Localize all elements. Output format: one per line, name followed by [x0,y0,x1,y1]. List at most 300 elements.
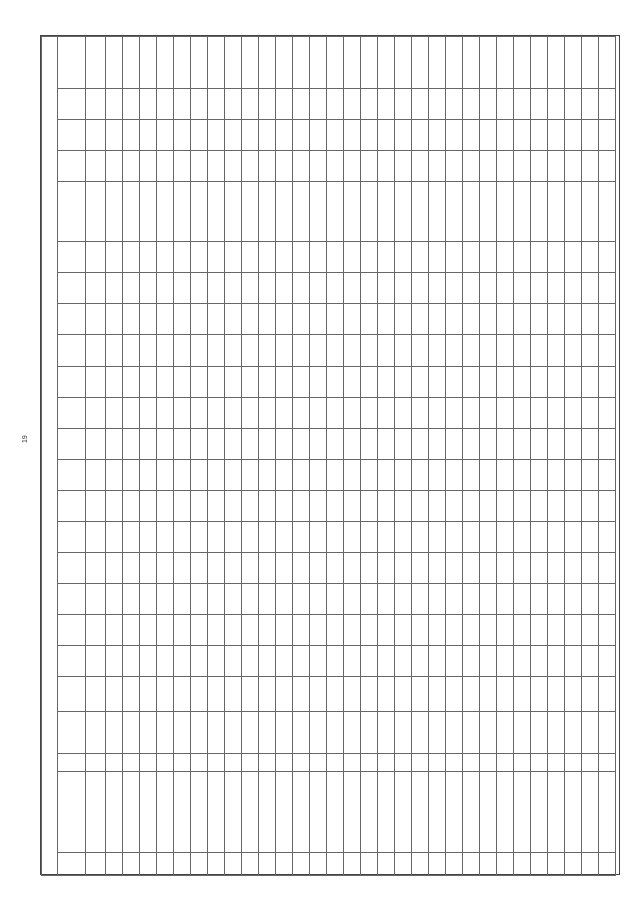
table-cell [191,490,208,521]
table-cell [463,428,480,459]
column-index-cell [86,335,106,366]
table-cell [361,853,378,876]
table-cell [395,521,412,552]
table-cell [378,428,395,459]
table-cell [412,615,429,646]
table-cell [412,273,429,304]
table-cell [361,521,378,552]
table-cell [599,89,616,120]
table-cell [480,615,497,646]
table-cell [548,459,565,490]
table-cell [123,335,140,366]
table-cell [429,521,446,552]
table-cell [123,677,140,712]
table-cell [378,853,395,876]
table-cell [106,615,123,646]
table-cell [599,151,616,182]
table-cell [174,335,191,366]
column-header [58,37,86,89]
table-cell [514,304,531,335]
table-row [276,37,293,876]
table-cell [429,366,446,397]
table-cell [429,583,446,614]
column-header [58,304,86,335]
table-cell [446,677,463,712]
table-cell [497,646,514,677]
table-cell [378,772,395,853]
table-cell [599,615,616,646]
table-cell [514,677,531,712]
table-cell [327,182,344,242]
table-row [293,37,310,876]
table-cell [497,552,514,583]
table-cell [208,677,225,712]
table-cell [497,753,514,772]
table-cell [514,120,531,151]
table-cell [599,242,616,273]
table-cell [378,583,395,614]
table-cell [327,853,344,876]
table-cell [446,853,463,876]
table-cell [310,89,327,120]
table-cell [361,366,378,397]
table-cell [276,304,293,335]
table-cell [582,397,599,428]
table-cell [327,335,344,366]
table-cell [395,428,412,459]
table-cell [582,273,599,304]
table-cell [208,89,225,120]
table-cell [140,428,157,459]
table-cell [293,459,310,490]
table-cell [242,853,259,876]
table-cell [480,490,497,521]
table-cell [344,583,361,614]
table-cell [531,753,548,772]
table-cell [480,151,497,182]
table-cell [293,397,310,428]
table-cell [429,552,446,583]
table-cell [327,490,344,521]
table-cell [157,521,174,552]
table-cell [106,772,123,853]
table-cell [548,428,565,459]
table-cell [344,89,361,120]
table-cell [157,677,174,712]
column-index-cell [86,677,106,712]
table-cell [174,677,191,712]
table-cell [582,853,599,876]
table-cell [361,428,378,459]
table-cell [446,646,463,677]
table-cell [208,304,225,335]
table-cell [327,273,344,304]
table-cell [480,521,497,552]
table-cell [174,772,191,853]
table-cell [429,428,446,459]
table-cell [327,120,344,151]
table-cell [514,552,531,583]
table-cell [412,304,429,335]
table-cell [293,712,310,753]
table-cell [276,37,293,89]
table-cell [344,151,361,182]
table-cell [531,712,548,753]
table-cell [446,490,463,521]
table-cell [412,753,429,772]
table-cell [446,89,463,120]
table-cell [395,646,412,677]
table-cell [259,853,276,876]
table-cell [259,273,276,304]
table-row [361,37,378,876]
table-cell [531,366,548,397]
table-cell [310,615,327,646]
table-cell [174,151,191,182]
table-cell [378,459,395,490]
table-cell [344,552,361,583]
table-cell [344,397,361,428]
table-cell [208,459,225,490]
table-cell [429,646,446,677]
table-cell [514,521,531,552]
table-cell [463,273,480,304]
table-cell [395,304,412,335]
table-cell [140,335,157,366]
table-cell [123,304,140,335]
table-cell [140,490,157,521]
table-cell [174,242,191,273]
table-row [310,37,327,876]
table-cell [446,615,463,646]
table-cell [157,459,174,490]
table-cell [310,273,327,304]
table-cell [565,772,582,853]
table-cell [412,335,429,366]
table-cell [361,459,378,490]
table-cell [123,853,140,876]
table-cell [429,273,446,304]
table-cell [293,120,310,151]
table-cell [293,753,310,772]
table-cell [157,583,174,614]
table-cell [480,366,497,397]
table-cell [276,521,293,552]
table-cell [446,37,463,89]
table-cell [259,677,276,712]
table-cell [225,37,242,89]
table-cell [599,552,616,583]
table-cell [599,335,616,366]
table-cell [344,490,361,521]
table-cell [123,615,140,646]
table-cell [310,753,327,772]
table-cell [242,583,259,614]
table-cell [191,273,208,304]
table-cell [548,242,565,273]
table-cell [429,397,446,428]
table-cell [157,753,174,772]
table-cell [293,646,310,677]
table-cell [531,89,548,120]
table-cell [259,366,276,397]
table-cell [327,304,344,335]
table-cell [106,273,123,304]
table-cell [259,397,276,428]
table-cell [429,772,446,853]
table-cell [497,583,514,614]
table-cell [599,753,616,772]
table-cell [395,151,412,182]
table-cell [208,428,225,459]
table-cell [446,120,463,151]
table-cell [361,151,378,182]
table-row [548,37,565,876]
table-cell [242,366,259,397]
table-cell [446,428,463,459]
table-cell [531,772,548,853]
column-header [58,583,86,614]
table-cell [531,335,548,366]
table-cell [327,89,344,120]
column-header [58,335,86,366]
table-cell [106,120,123,151]
table-cell [463,772,480,853]
table-cell [565,583,582,614]
table-row [378,37,395,876]
table-cell [497,853,514,876]
table-cell [157,304,174,335]
table-cell [327,753,344,772]
table-cell [123,552,140,583]
table-cell [480,397,497,428]
table-cell [191,120,208,151]
table-cell [174,37,191,89]
table-cell [276,120,293,151]
table-cell [446,335,463,366]
table-cell [395,273,412,304]
column-header [58,490,86,521]
table-cell [293,677,310,712]
table-cell [310,397,327,428]
table-cell [599,521,616,552]
table-cell [327,151,344,182]
table-cell [531,490,548,521]
table-cell [344,712,361,753]
table-cell [259,615,276,646]
table-cell [106,490,123,521]
table-cell [412,853,429,876]
column-header [58,459,86,490]
table-row [259,37,276,876]
table-cell [106,182,123,242]
table-cell [208,273,225,304]
table-cell [208,490,225,521]
table-row [174,37,191,876]
table-cell [191,242,208,273]
table-cell [344,677,361,712]
table-cell [242,490,259,521]
table-cell [276,151,293,182]
table-cell [225,242,242,273]
table-cell [429,242,446,273]
table-cell [412,772,429,853]
table-cell [174,490,191,521]
table-cell [140,273,157,304]
table-cell [293,335,310,366]
table-cell [378,646,395,677]
table-cell [106,552,123,583]
table-cell [276,712,293,753]
column-header [58,89,86,120]
table-row [565,37,582,876]
table-cell [344,521,361,552]
table-cell [548,677,565,712]
table-cell [395,552,412,583]
table-cell [429,151,446,182]
table-cell [310,151,327,182]
table-cell [395,366,412,397]
table-cell [582,242,599,273]
table-cell [310,583,327,614]
table-cell [395,182,412,242]
table-cell [310,677,327,712]
table-row [531,37,548,876]
table-cell [565,397,582,428]
table-cell [463,151,480,182]
table-cell [225,182,242,242]
table-cell [480,242,497,273]
table-cell [157,242,174,273]
table-cell [344,242,361,273]
column-index-cell [86,397,106,428]
page-number: 19 [22,435,29,443]
table-cell [531,583,548,614]
table-cell [344,772,361,853]
table-row [191,37,208,876]
table-cell [174,182,191,242]
table-cell [548,120,565,151]
table-cell [225,552,242,583]
table-cell [293,615,310,646]
table-cell [208,552,225,583]
table-cell [582,753,599,772]
table-cell [225,89,242,120]
column-index-cell [86,304,106,335]
table-cell [361,397,378,428]
table-cell [378,37,395,89]
table-cell [191,37,208,89]
table-cell [497,242,514,273]
table-cell [429,712,446,753]
table-cell [531,521,548,552]
header-row [58,37,86,876]
table-cell [344,182,361,242]
column-index-cell [86,242,106,273]
table-cell [157,552,174,583]
table-cell [123,712,140,753]
table-cell [327,397,344,428]
table-cell [157,712,174,753]
table-cell [310,182,327,242]
table-row [225,37,242,876]
table-cell [191,583,208,614]
table-cell [548,37,565,89]
table-cell [599,366,616,397]
table-row [599,37,616,876]
table-cell [225,583,242,614]
table-cell [531,37,548,89]
table-cell [208,853,225,876]
table-cell [361,583,378,614]
table-cell [446,712,463,753]
table-row [344,37,361,876]
table-cell [565,459,582,490]
table-cell [191,521,208,552]
table-cell [327,242,344,273]
table-cell [582,552,599,583]
table-cell [123,89,140,120]
column-header [58,853,86,876]
table-cell [361,552,378,583]
table-cell [293,853,310,876]
table-cell [565,335,582,366]
table-cell [497,182,514,242]
table-cell [378,712,395,753]
table-cell [208,242,225,273]
table-cell [208,646,225,677]
table-cell [123,521,140,552]
table-cell [276,615,293,646]
table-body [106,37,616,876]
table-cell [480,182,497,242]
table-cell [123,366,140,397]
table-cell [395,753,412,772]
table-cell [514,772,531,853]
table-cell [140,397,157,428]
table-cell [463,37,480,89]
table-cell [463,583,480,614]
table-cell [242,615,259,646]
table-cell [412,37,429,89]
table-row [106,37,123,876]
table-cell [259,772,276,853]
table-cell [463,853,480,876]
table-cell [242,753,259,772]
table-cell [276,646,293,677]
table-cell [463,182,480,242]
table-cell [429,615,446,646]
table-cell [276,428,293,459]
table-cell [344,366,361,397]
table-cell [599,583,616,614]
table-cell [276,459,293,490]
table-row [514,37,531,876]
table-cell [446,397,463,428]
column-header [58,712,86,753]
column-header [58,273,86,304]
table-cell [548,772,565,853]
table-cell [259,712,276,753]
table-cell [582,677,599,712]
table-cell [157,120,174,151]
table-cell [548,366,565,397]
table-cell [361,37,378,89]
table-cell [480,552,497,583]
table-cell [463,677,480,712]
table-cell [582,615,599,646]
table-cell [497,615,514,646]
